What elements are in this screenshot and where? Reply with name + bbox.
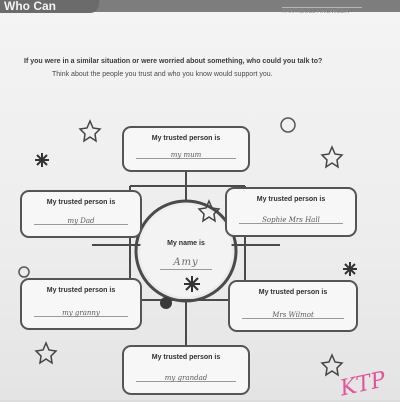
- ring-bead: [160, 297, 172, 309]
- asterisk-icon: [343, 262, 357, 276]
- star-outline-icon: [322, 147, 342, 167]
- handwritten-answer: Mrs Wilmot: [272, 311, 314, 319]
- center-answer-line: [160, 269, 212, 270]
- star-outline-icon: [322, 355, 342, 375]
- box-label: My trusted person is: [46, 287, 116, 294]
- star-outline-icon: [36, 343, 56, 363]
- asterisk-icon: [35, 153, 49, 167]
- instruction-text: Think about the people you trust and who you know would support you.: [52, 71, 273, 78]
- circle-outline-icon: [281, 118, 295, 132]
- handwritten-answer: my granny: [62, 309, 100, 317]
- box-label: My trusted person is: [46, 199, 116, 206]
- star-outline-icon: [80, 121, 100, 141]
- box-label: My trusted person is: [258, 289, 328, 296]
- handwritten-answer: my mum: [170, 151, 202, 159]
- pink-annotation: KTP: [337, 367, 389, 402]
- box-label: My trusted person is: [151, 135, 221, 142]
- trusted-person-box-lower-left: [20, 278, 142, 330]
- center-name-answer: Amy: [173, 257, 199, 268]
- handwritten-answer: my grandad: [164, 374, 208, 382]
- trusted-person-box-upper-right: [225, 187, 357, 237]
- handwritten-answer: Sophie Mrs Hall: [262, 216, 320, 224]
- asterisk-icon: [184, 276, 200, 292]
- hashtag-text: #ANTIBULLYINGWEEK: [282, 9, 350, 15]
- page-title: Who Can: [0, 0, 99, 13]
- circle-outline-icon: [19, 267, 29, 277]
- trusted-person-box-upper-left: [20, 190, 142, 238]
- trusted-person-box-lower-right: [228, 280, 358, 332]
- box-label: My trusted person is: [151, 354, 221, 361]
- trusted-person-box-top: [122, 126, 250, 172]
- handwritten-answer: my Dad: [67, 217, 95, 225]
- trusted-person-box-bottom: [122, 345, 250, 395]
- question-text: If you were in a similar situation or were worried about something, who could you talk to?: [24, 58, 323, 65]
- box-label: My trusted person is: [256, 196, 326, 203]
- center-name-label: My name is: [167, 240, 205, 247]
